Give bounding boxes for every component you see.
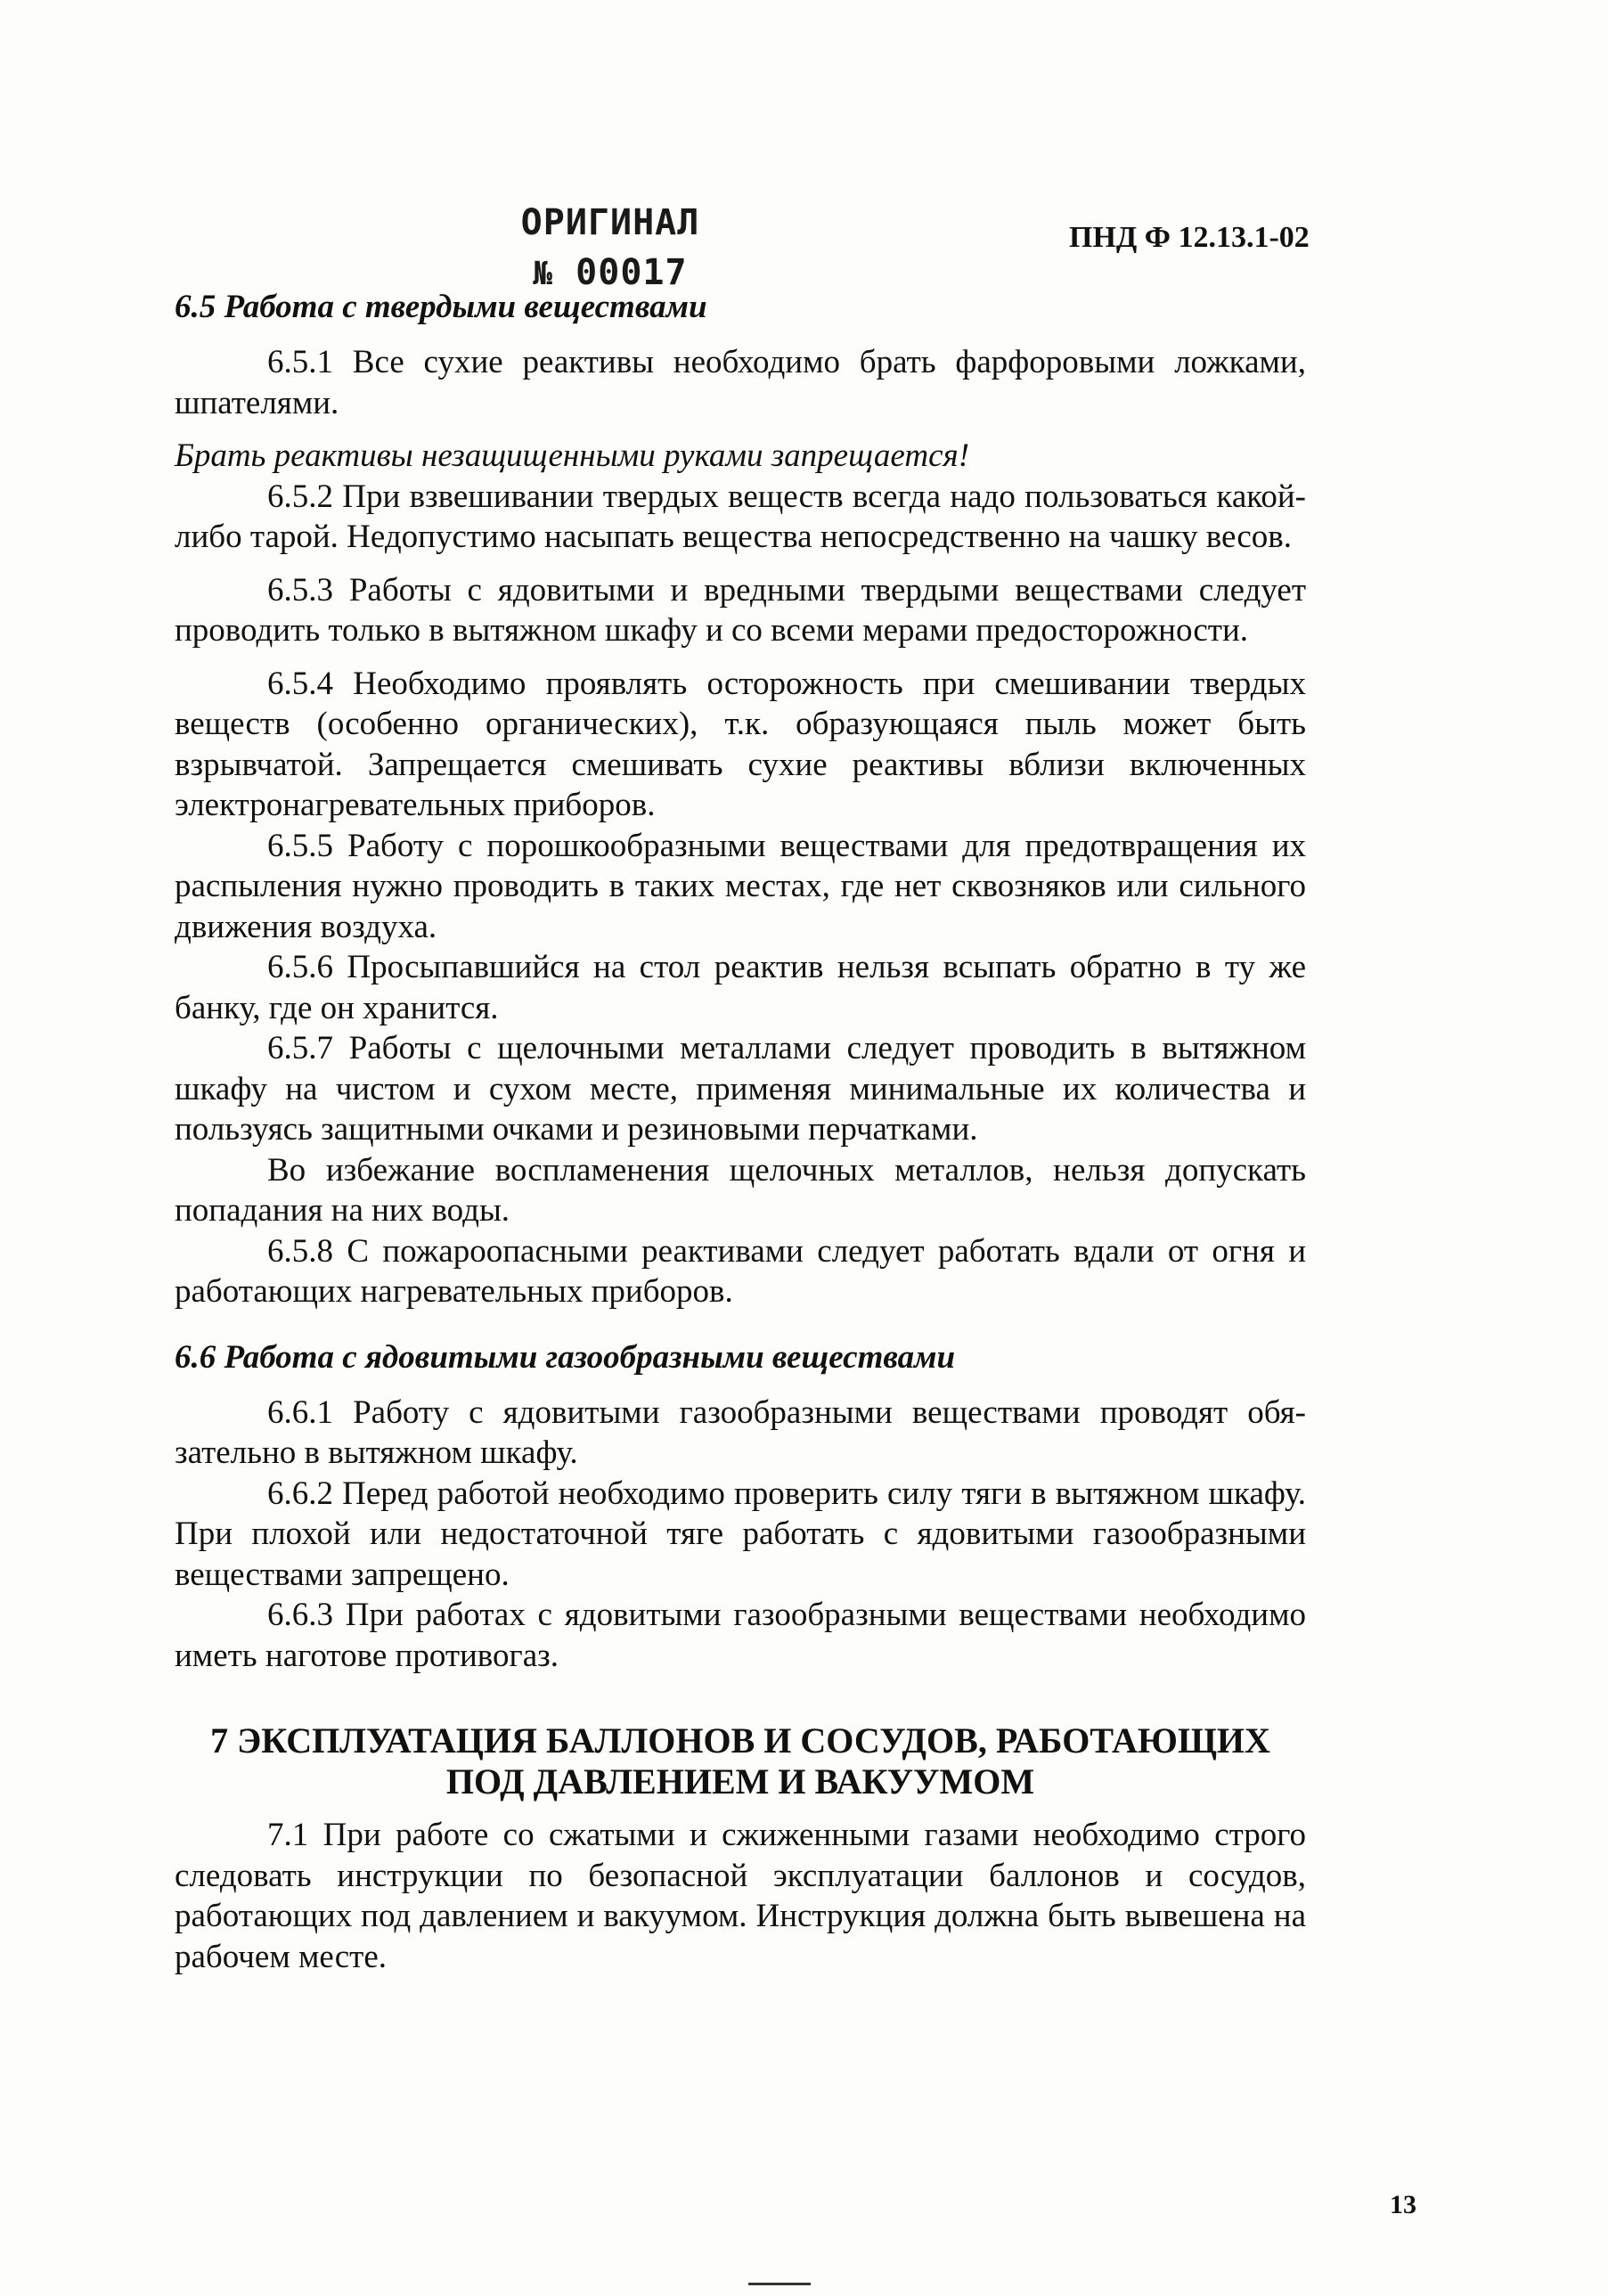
paragraph-6-5-7b: Во избежание воспламенения щелочных металлов, нельзя допускать попадания на них воды. — [175, 1151, 1306, 1229]
paragraph-6-5-4: 6.5.4 Необходимо проявлять осторожность при смешивании твердых веществ (особенно органических), т.к. образующаяся пыль может быть взрывчатой. Запрещается смешивать сухие реактивы вблизи включенных электронагревательных приборов. — [175, 665, 1306, 823]
stamp-line-original: ОРИГИНАЛ — [520, 202, 700, 243]
section-7-title-line2: ПОД ДАВЛЕНИЕМ И ВАКУУМОМ — [445, 1761, 1035, 1802]
bottom-divider — [748, 2283, 811, 2285]
warning-note: Брать реактивы незащищенными руками запрещается! — [175, 437, 970, 474]
section-6-5-title: 6.5 Работа с твердыми веществами — [175, 289, 707, 325]
document-code: ПНД Ф 12.13.1-02 — [1069, 221, 1310, 254]
paragraph-6-5-1: 6.5.1 Все сухие реактивы необходимо брать фарфоровыми ложками, шпателями. — [175, 344, 1306, 421]
paragraph-6-5-6: 6.5.6 Просыпавшийся на стол реактив нельзя всыпать обратно в ту же банку, где он хранится. — [175, 949, 1306, 1026]
page-number: 13 — [1390, 2190, 1416, 2219]
paragraph-6-5-3: 6.5.3 Работы с ядовитыми и вредными твердыми веществами следует проводить только в вытяжном шкафу и со всеми мерами предосторожности. — [175, 571, 1306, 649]
section-7-title-line1: 7 ЭКСПЛУАТАЦИЯ БАЛЛОНОВ И СОСУДОВ, РАБОТАЮЩИХ — [210, 1720, 1270, 1761]
paragraph-6-6-1: 6.6.1 Работу с ядовитыми газообразными веществами проводят обязательно в вытяжном шкафу. — [175, 1393, 1306, 1471]
paragraph-6-5-8: 6.5.8 С пожароопасными реактивами следует работать вдали от огня и работающих нагревательных приборов. — [175, 1232, 1306, 1310]
stamp-number: 00017 — [575, 252, 688, 293]
paragraph-6-6-2: 6.6.2 Перед работой необходимо проверить силу тяги в вытяжном шкафу. При плохой или недостаточной тяге работать с ядовитыми газообразными веществами запрещено. — [175, 1475, 1306, 1593]
paragraph-6-6-3: 6.6.3 При работах с ядовитыми газообразными веществами необходимо иметь наготове противогаз. — [175, 1597, 1306, 1674]
paragraph-7-1: 7.1 При работе со сжатыми и сжиженными газами необходимо строго следовать инструкции по безопасной эксплуатации баллонов и сосудов, работающих под давлением и вакуумом. Инструкция должна быть вывешена на рабочем месте. — [175, 1817, 1306, 1975]
paragraph-6-5-5: 6.5.5 Работу с порошкообразными веществами для предотвращения их распыления нужно проводить в таких местах, где нет сквозняков или сильного движения воздуха. — [175, 827, 1306, 945]
original-stamp — [463, 198, 757, 299]
document-body — [175, 285, 1306, 1977]
stamp-number-sign: № — [533, 256, 554, 292]
section-6-6-title: 6.6 Работа с ядовитыми газообразными веществами — [175, 1338, 956, 1376]
paragraph-6-5-7: 6.5.7 Работы с щелочными металлами следует проводить в вытяжном шкафу на чистом и сухом месте, применяя минимальные их количества и пользуясь защитными очками и резиновыми перчатками. — [175, 1030, 1306, 1148]
paragraph-6-5-2: 6.5.2 При взвешивании твердых веществ всегда надо пользоваться какой-либо тарой. Недопустимо насыпать вещества непосредственно на чашку весов. — [175, 478, 1306, 555]
